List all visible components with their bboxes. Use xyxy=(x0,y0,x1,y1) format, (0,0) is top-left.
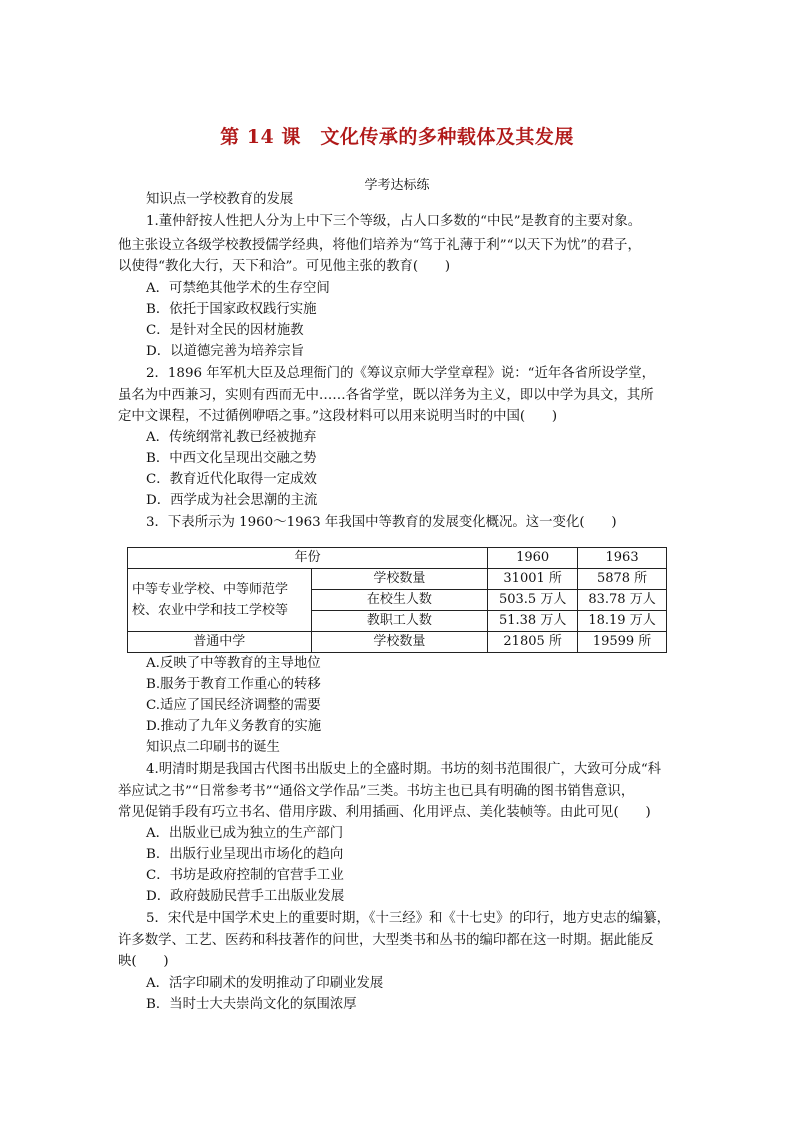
question-4-line-3: 常见促销手段有巧立书名、借用序跋、利用插画、化用评点、美化装帧等。由此可见( ) xyxy=(118,805,651,820)
page-title: 第 14 课 文化传承的多种载体及其发展 xyxy=(220,126,574,148)
question-3-line-1: 3．下表所示为 1960～1963 年我国中等教育的发展变化概况。这一变化( ) xyxy=(146,515,617,530)
question-1-line-3: 以使得“教化大行，天下和洽”。可见他主张的教育( ) xyxy=(118,259,451,274)
table-cell-1963: 5878 所 xyxy=(578,569,667,590)
page-subtitle: 学考达标练 xyxy=(364,178,430,193)
table-header-1960: 1960 xyxy=(488,548,578,569)
table-row xyxy=(128,632,667,653)
question-1-line-1: 1.董仲舒按人性把人分为上中下三个等级，占人口多数的“中民”是教育的主要对象。 xyxy=(146,214,642,229)
question-5-line-2: 许多数学、工艺、医药和科技著作的问世，大型类书和丛书的编印都在这一时期。据此能反 xyxy=(118,933,654,948)
section-heading: 知识点二印刷书的诞生 xyxy=(146,740,280,755)
table-cell-1960: 21805 所 xyxy=(488,632,578,653)
table-cell-1960: 51.38 万人 xyxy=(488,611,578,632)
table-cell-1963: 19599 所 xyxy=(578,632,667,653)
question-4-option-d: D．政府鼓励民营手工出版业发展 xyxy=(146,889,345,904)
table-group-general: 普通中学 xyxy=(128,632,312,653)
question-4-option-c: C．书坊是政府控制的官营手工业 xyxy=(146,868,344,883)
table-cell-label: 教职工人数 xyxy=(311,611,488,632)
question-5-line-3: 映( ) xyxy=(118,954,169,969)
section-heading: 知识点一学校教育的发展 xyxy=(146,192,294,207)
question-2-option-b: B．中西文化呈现出交融之势 xyxy=(146,451,317,466)
question-4-option-a: A．出版业已成为独立的生产部门 xyxy=(146,826,344,841)
question-2-line-2: 虽名为中西兼习，实则有西而无中……各省学堂，既以洋务为主义，即以中学为具文，其所 xyxy=(118,388,654,403)
question-1-option-d: D．以道德完善为培养宗旨 xyxy=(146,344,305,359)
question-5-option-a: A．活字印刷术的发明推动了印刷业发展 xyxy=(146,976,384,991)
question-3-option-b: B.服务于教育工作重心的转移 xyxy=(146,677,321,692)
table-group-vocational: 中等专业学校、中等师范学校、农业中学和技工学校等 xyxy=(128,569,312,632)
table-header-year: 年份 xyxy=(128,548,488,569)
question-2-option-d: D．西学成为社会思潮的主流 xyxy=(146,493,318,508)
table-cell-1963: 83.78 万人 xyxy=(578,590,667,611)
question-5-line-1: 5．宋代是中国学术史上的重要时期，《十三经》和《十七史》的印行，地方史志的编纂， xyxy=(146,911,671,926)
question-1-line-2: 他主张设立各级学校教授儒学经典，将他们培养为“笃于礼薄于利”“以天下为忧”的君子， xyxy=(118,238,641,253)
table-cell-1963: 18.19 万人 xyxy=(578,611,667,632)
table-cell-1960: 503.5 万人 xyxy=(488,590,578,611)
question-2-option-c: C．教育近代化取得一定成效 xyxy=(146,472,317,487)
question-3-option-d: D.推动了九年义务教育的实施 xyxy=(146,719,322,734)
question-5-option-b: B．当时士大夫崇尚文化的氛围浓厚 xyxy=(146,997,357,1012)
table-cell-label: 在校生人数 xyxy=(311,590,488,611)
question-3-option-c: C.适应了国民经济调整的需要 xyxy=(146,698,321,713)
table-cell-label: 学校数量 xyxy=(311,569,488,590)
question-4-option-b: B．出版行业呈现出市场化的趋向 xyxy=(146,847,344,862)
question-4-line-1: 4.明清时期是我国古代图书出版史上的全盛时期。书坊的刻书范围很广，大致可分成“科 xyxy=(146,762,662,777)
table-header-row xyxy=(128,548,667,569)
question-2-line-3: 定中文课程，不过循例咿唔之事。”这段材料可以用来说明当时的中国( ) xyxy=(118,409,558,424)
question-3-option-a: A.反映了中等教育的主导地位 xyxy=(146,656,321,671)
table-cell-1960: 31001 所 xyxy=(488,569,578,590)
question-1-option-a: A．可禁绝其他学术的生存空间 xyxy=(146,281,330,296)
question-4-line-2: 举应试之书”“日常参考书”“通俗文学作品”三类。书坊主也已具有明确的图书销售意识， xyxy=(118,784,635,799)
education-data-table xyxy=(127,547,667,653)
table-cell-label: 学校数量 xyxy=(311,632,488,653)
table-header-1963: 1963 xyxy=(578,548,667,569)
question-2-line-1: 2．1896 年军机大臣及总理衙门的《筹议京师大学堂章程》说：“近年各省所设学堂， xyxy=(146,366,655,381)
question-2-option-a: A．传统纲常礼教已经被抛弃 xyxy=(146,430,317,445)
question-1-option-b: B．依托于国家政权践行实施 xyxy=(146,302,317,317)
question-1-option-c: C．是针对全民的因材施教 xyxy=(146,323,304,338)
table-row xyxy=(128,569,667,590)
